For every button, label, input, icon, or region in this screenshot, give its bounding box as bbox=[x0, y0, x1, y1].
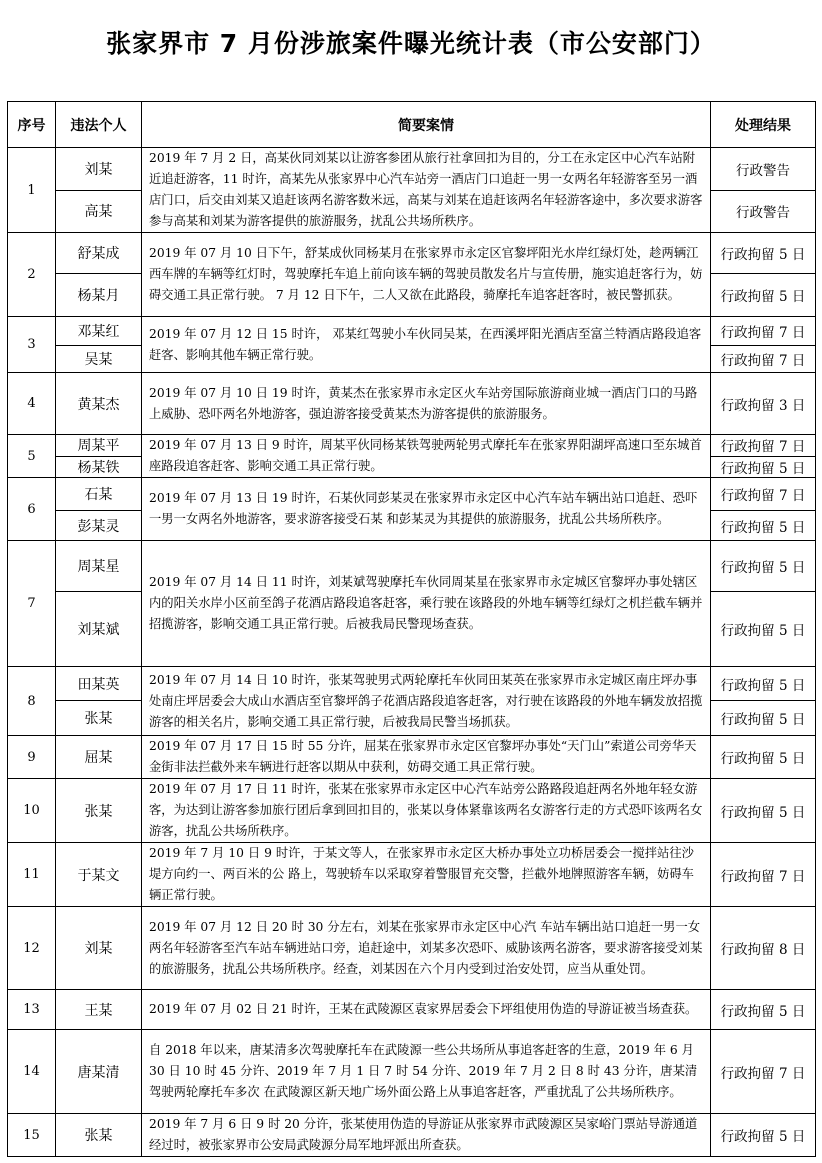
row-number: 11 bbox=[8, 843, 56, 907]
case-summary: 2019 年 07 月 13 日 19 时许，石某伙同彭某灵在张家界市永定区中心汽车站车辆出站口追赶、恐吓一男一女两名外地游客，要求游客接受石某 和彭某灵为其提供的旅游服务，扰乱公共场所秩序。 bbox=[142, 478, 711, 541]
table-row bbox=[8, 317, 816, 346]
table-row bbox=[8, 373, 816, 435]
row-number: 5 bbox=[8, 435, 56, 478]
case-summary: 2019 年 07 月 17 日 15 时 55 分许，屈某在张家界市永定区官黎坪办事处“天门山”索道公司旁华天金街非法拦截外来车辆进行赶客以期从中获利，妨碍交通工具正常行驶。 bbox=[142, 736, 711, 779]
table-row bbox=[8, 779, 816, 843]
penalty-result: 行政拘留 3 日 bbox=[711, 373, 816, 435]
case-summary: 2019 年 07 月 13 日 9 时许，周某平伙同杨某铁驾驶两轮男式摩托车在张家界阳湖坪高速口至东城首座路段追客赶客、影响交通工具正常行驶。 bbox=[142, 435, 711, 478]
penalty-result: 行政拘留 5 日 bbox=[711, 456, 816, 478]
offender-name: 周某平 bbox=[56, 435, 142, 457]
penalty-result: 行政拘留 5 日 bbox=[711, 511, 816, 541]
header-summary: 简要案情 bbox=[142, 102, 711, 148]
offender-name: 杨某铁 bbox=[56, 456, 142, 478]
penalty-result: 行政拘留 5 日 bbox=[711, 990, 816, 1030]
offender-name: 周某星 bbox=[56, 541, 142, 592]
offender-name: 吴某 bbox=[56, 346, 142, 373]
penalty-result: 行政拘留 7 日 bbox=[711, 435, 816, 457]
offender-name: 黄某杰 bbox=[56, 373, 142, 435]
case-table bbox=[7, 101, 816, 1157]
penalty-result: 行政拘留 5 日 bbox=[711, 541, 816, 592]
offender-name: 石某 bbox=[56, 478, 142, 511]
table-row bbox=[8, 990, 816, 1030]
table-row bbox=[8, 843, 816, 907]
case-summary: 2019 年 07 月 10 日 19 时许，黄某杰在张家界市永定区火车站旁国际旅游商业城一酒店门口的马路上威胁、恐吓两名外地游客，强迫游客接受黄某杰为游客提供的旅游服务。 bbox=[142, 373, 711, 435]
penalty-result: 行政拘留 7 日 bbox=[711, 317, 816, 346]
penalty-result: 行政警告 bbox=[711, 190, 816, 233]
offender-name: 张某 bbox=[56, 701, 142, 736]
table-row bbox=[8, 1030, 816, 1114]
penalty-result: 行政拘留 5 日 bbox=[711, 779, 816, 843]
page-title: 张家界市 7 月份涉旅案件曝光统计表（市公安部门） bbox=[106, 29, 716, 58]
penalty-result: 行政拘留 7 日 bbox=[711, 843, 816, 907]
table-row bbox=[8, 1114, 816, 1157]
penalty-result: 行政拘留 5 日 bbox=[711, 233, 816, 274]
table-row bbox=[8, 541, 816, 592]
offender-name: 张某 bbox=[56, 1114, 142, 1157]
table-row bbox=[8, 907, 816, 990]
penalty-result: 行政拘留 7 日 bbox=[711, 1030, 816, 1114]
offender-name: 王某 bbox=[56, 990, 142, 1030]
row-number: 2 bbox=[8, 233, 56, 317]
case-summary: 2019 年 07 月 10 日下午，舒某成伙同杨某月在张家界市永定区官黎坪阳光水岸红绿灯处，趁两辆江西车牌的车辆等红灯时，驾驶摩托车追上前向该车辆的驾驶员散发名片与宣传册，施实追赶客行为，妨碍交通工具正常行驶。 7 月 12 日下午，二人又欲在此路段，骑摩托车追客赶客时，被民警抓获。 bbox=[142, 233, 711, 317]
table-row bbox=[8, 148, 816, 191]
row-number: 1 bbox=[8, 148, 56, 233]
row-number: 7 bbox=[8, 541, 56, 667]
table-row bbox=[8, 667, 816, 701]
case-summary: 2019 年 07 月 02 日 21 时许，王某在武陵源区袁家界居委会下坪组使用伪造的导游证被当场查获。 bbox=[142, 990, 711, 1030]
row-number: 12 bbox=[8, 907, 56, 990]
header-result: 处理结果 bbox=[711, 102, 816, 148]
penalty-result: 行政拘留 7 日 bbox=[711, 478, 816, 511]
case-summary: 2019 年 07 月 14 日 10 时许，张某驾驶男式两轮摩托车伙同田某英在张家界市永定城区南庄坪办事处南庄坪居委会大成山水酒店至官黎坪鸽子花酒店路段追客赶客，对行驶在该路段的外地车辆发放招揽游客的相关名片，影响交通工具正常行驶，后被我局民警当场抓获。 bbox=[142, 667, 711, 736]
header-seq: 序号 bbox=[8, 102, 56, 148]
row-number: 15 bbox=[8, 1114, 56, 1157]
penalty-result: 行政拘留 5 日 bbox=[711, 736, 816, 779]
table-row bbox=[8, 478, 816, 511]
case-summary: 2019 年 7 月 6 日 9 时 20 分许，张某使用伪造的导游证从张家界市武陵源区吴家峪门票站导游通道经过时，被张家界市公安局武陵源分局军地坪派出所查获。 bbox=[142, 1114, 711, 1157]
offender-name: 彭某灵 bbox=[56, 511, 142, 541]
row-number: 9 bbox=[8, 736, 56, 779]
penalty-result: 行政拘留 5 日 bbox=[711, 592, 816, 667]
row-number: 6 bbox=[8, 478, 56, 541]
case-summary: 自 2018 年以来，唐某清多次驾驶摩托车在武陵源一些公共场所从事追客赶客的生意，2019 年 6 月 30 日 10 时 45 分许、2019 年 7 月 1 日 7 时 54 分许、2019 年 7 月 2 日 8 时 43 分许，唐某清驾驶两轮摩托车多次 在武陵源区新天地广场外面公路上从事追客赶客，严重扰乱了公共场所秩序。 bbox=[142, 1030, 711, 1114]
offender-name: 张某 bbox=[56, 779, 142, 843]
row-number: 13 bbox=[8, 990, 56, 1030]
offender-name: 田某英 bbox=[56, 667, 142, 701]
case-summary: 2019 年 07 月 12 日 15 时许， 邓某红驾驶小车伙同吴某，在西溪坪阳光酒店至富兰特酒店路段追客赶客、影响其他车辆正常行驶。 bbox=[142, 317, 711, 373]
offender-name: 舒某成 bbox=[56, 233, 142, 274]
row-number: 10 bbox=[8, 779, 56, 843]
offender-name: 于某文 bbox=[56, 843, 142, 907]
offender-name: 邓某红 bbox=[56, 317, 142, 346]
table-row bbox=[8, 233, 816, 274]
penalty-result: 行政拘留 5 日 bbox=[711, 1114, 816, 1157]
row-number: 14 bbox=[8, 1030, 56, 1114]
table-row bbox=[8, 435, 816, 457]
penalty-result: 行政拘留 7 日 bbox=[711, 346, 816, 373]
table-header-row bbox=[8, 102, 816, 148]
case-summary: 2019 年 07 月 14 日 11 时许，刘某斌驾驶摩托车伙同周某星在张家界市永定城区官黎坪办事处辖区内的阳关水岸小区前至鸽子花酒店路段追客赶客，乘行驶在该路段的外地车辆等红绿灯之机拦截车辆并招揽游客，影响交通工具正常行驶。后被我局民警现场查获。 bbox=[142, 541, 711, 667]
offender-name: 刘某斌 bbox=[56, 592, 142, 667]
row-number: 8 bbox=[8, 667, 56, 736]
penalty-result: 行政拘留 5 日 bbox=[711, 701, 816, 736]
penalty-result: 行政拘留 8 日 bbox=[711, 907, 816, 990]
penalty-result: 行政拘留 5 日 bbox=[711, 274, 816, 317]
case-summary: 2019 年 07 月 17 日 11 时许，张某在张家界市永定区中心汽车站旁公路路段追赶两名外地年轻女游客，为达到让游客参加旅行团后拿到回扣目的，张某以身体紧靠该两名女游客行走的方式恐吓该两名女游客，扰乱公共场所秩序。 bbox=[142, 779, 711, 843]
row-number: 4 bbox=[8, 373, 56, 435]
penalty-result: 行政拘留 5 日 bbox=[711, 667, 816, 701]
offender-name: 刘某 bbox=[56, 907, 142, 990]
case-summary: 2019 年 07 月 12 日 20 时 30 分左右，刘某在张家界市永定区中心汽 车站车辆出站口追赶一男一女两名年轻游客至汽车站车辆进站口旁，追赶途中，刘某多次恐吓、威胁该两名游客，要求游客接受刘某的旅游服务，扰乱公共场所秩序。经查，刘某因在六个月内受到过治安处罚，应当从重处罚。 bbox=[142, 907, 711, 990]
table-row bbox=[8, 736, 816, 779]
case-summary: 2019 年 7 月 2 日，高某伙同刘某以让游客参团从旅行社拿回扣为目的，分工在永定区中心汽车站附近追赶游客，11 时许，高某先从张家界中心汽车站旁一酒店门口追赶一男一女两名年轻游客至另一酒店门口，后交由刘某又追赶该两名游客数米远，高某与刘某在追赶该两名年轻游客途中，多次要求游客参与高某和刘某为游客提供的旅游服务，扰乱公共场所秩序。 bbox=[142, 148, 711, 233]
offender-name: 唐某清 bbox=[56, 1030, 142, 1114]
offender-name: 高某 bbox=[56, 190, 142, 233]
case-summary: 2019 年 7 月 10 日 9 时许，于某文等人，在张家界市永定区大桥办事处立功桥居委会一搅拌站往沙堤方向约一、两百米的公 路上，驾驶轿车以采取穿着警服冒充交警，拦截外地牌照游客车辆，妨碍车辆正常行驶。 bbox=[142, 843, 711, 907]
row-number: 3 bbox=[8, 317, 56, 373]
header-person: 违法个人 bbox=[56, 102, 142, 148]
table-body bbox=[8, 148, 816, 1157]
penalty-result: 行政警告 bbox=[711, 148, 816, 191]
offender-name: 刘某 bbox=[56, 148, 142, 191]
offender-name: 屈某 bbox=[56, 736, 142, 779]
offender-name: 杨某月 bbox=[56, 274, 142, 317]
